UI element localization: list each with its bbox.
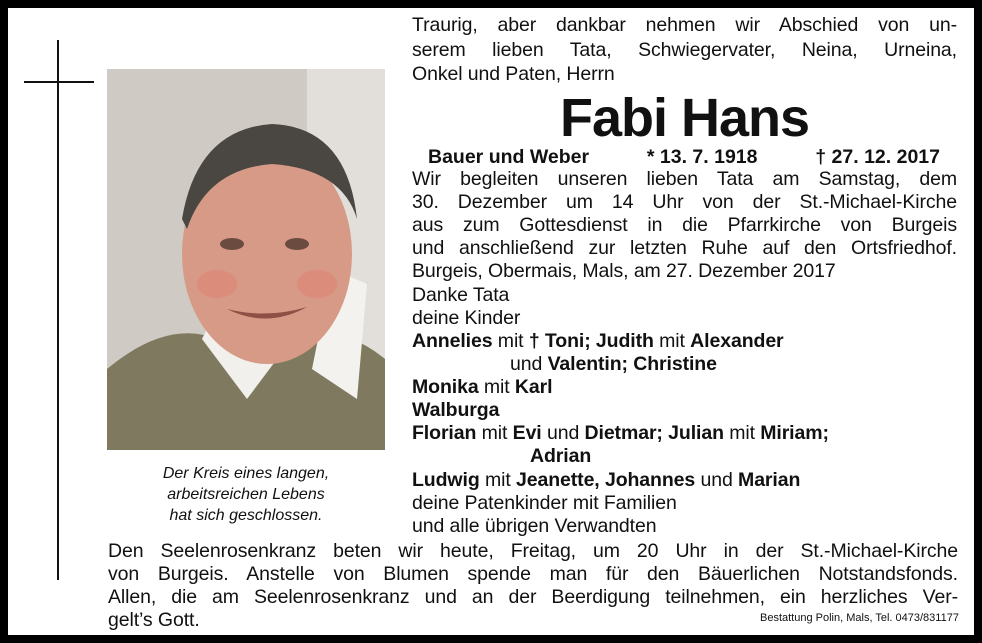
children-heading: deine Kinder — [412, 307, 521, 329]
intro-line: Traurig, aber dankbar nehmen wir Abschied von un- — [412, 14, 957, 36]
family-line — [412, 469, 957, 491]
family-name: Miriam; — [760, 422, 829, 444]
family-name: Adrian — [530, 445, 592, 467]
announcement-line: Wir begleiten unseren lieben Tata am Samstag, dem — [412, 168, 957, 190]
birth-date: * 13. 7. 1918 — [646, 146, 758, 168]
family-connector: mit — [723, 422, 761, 444]
family-connector: und — [541, 422, 585, 444]
family-name: Dietmar; Julian — [584, 422, 724, 444]
portrait-photo — [107, 69, 385, 450]
caption-line: arbeitsreichen Lebens — [167, 486, 325, 503]
deceased-name: Fabi Hans — [559, 88, 810, 148]
intro-line: Onkel und Paten, Herrn — [412, 63, 615, 85]
family-name: † Toni; Judith — [528, 330, 654, 352]
family-line — [412, 376, 957, 398]
rosary-line: gelt’s Gott. — [108, 609, 200, 631]
family-name: Annelies — [412, 330, 493, 352]
family-name: Ludwig — [412, 469, 480, 491]
thanks-line: Danke Tata — [412, 284, 510, 306]
family-connector: mit — [476, 422, 513, 444]
family-name: Walburga — [412, 399, 500, 421]
family-line — [412, 330, 957, 352]
death-date: † 27. 12. 2017 — [815, 146, 940, 168]
family-name: Evi — [512, 422, 542, 444]
family-line — [510, 353, 717, 375]
place-date: Burgeis, Obermais, Mals, am 27. Dezember 2017 — [412, 260, 836, 282]
family-name: Alexander — [690, 330, 784, 352]
rosary-line: Allen, die am Seelenrosenkranz und an der Beerdigung teilnehmen, ein herzliches Ver- — [108, 586, 958, 608]
family-name: Valentin; Christine — [547, 353, 717, 375]
family-name: Florian — [412, 422, 477, 444]
intro-line: serem lieben Tata, Schwiegervater, Neina, Urneina, — [412, 39, 957, 61]
portrait-illustration — [107, 69, 385, 450]
family-name: Marian — [738, 469, 801, 491]
rosary-line: von Burgeis. Anstelle von Blumen spende man für den Bäuerlichen Notstandsfonds. — [108, 563, 958, 585]
family-name: Monika — [412, 376, 479, 398]
family-connector: und — [695, 469, 739, 491]
announcement-line: und anschließend zur letzten Ruhe auf den Ortsfriedhof. — [412, 237, 957, 259]
cross-icon — [57, 40, 59, 580]
family-connector: mit — [492, 330, 529, 352]
announcement-line: aus zum Gottesdienst in die Pfarrkirche von Burgeis — [412, 214, 957, 236]
caption-line: hat sich geschlossen. — [169, 507, 323, 524]
caption-line: Der Kreis eines langen, — [162, 465, 330, 482]
announcement-line: 30. Dezember um 14 Uhr von der St.-Michael-Kirche — [412, 191, 957, 213]
family-name: Karl — [514, 376, 553, 398]
family-connector: mit — [479, 469, 516, 491]
cross-icon-bar — [24, 81, 94, 83]
family-connector: mit — [478, 376, 515, 398]
funeral-home: Bestattung Polin, Mals, Tel. 0473/831177 — [760, 612, 959, 624]
family-connector: mit — [653, 330, 691, 352]
rosary-line: Den Seelenrosenkranz beten wir heute, Freitag, um 20 Uhr in der St.-Michael-Kirche — [108, 540, 958, 562]
family-name: Jeanette, Johannes — [515, 469, 696, 491]
family-line — [412, 422, 957, 444]
relatives-line: und alle übrigen Verwandten — [412, 515, 657, 537]
photo-caption — [107, 463, 385, 526]
occupation: Bauer und Weber — [428, 146, 590, 168]
godchildren-line: deine Patenkinder mit Familien — [412, 492, 677, 514]
life-dates — [428, 146, 940, 169]
family-connector: und — [510, 353, 548, 375]
